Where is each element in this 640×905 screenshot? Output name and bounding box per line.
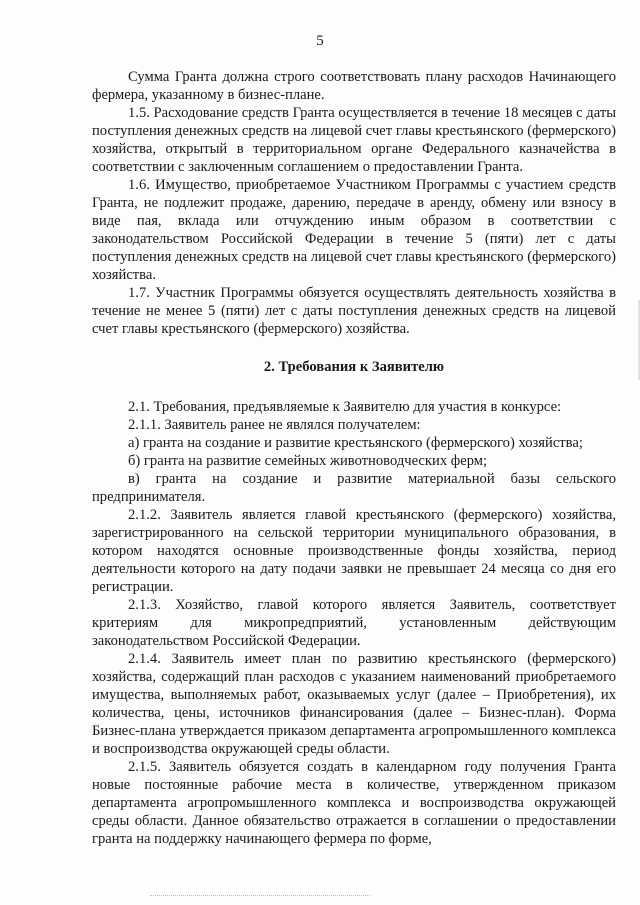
list-item-a: а) гранта на создание и развитие крестьянского (фермерского) хозяйства; xyxy=(128,435,583,451)
page-number: 5 xyxy=(316,33,324,49)
paragraph-2-1-2: 2.1.2. Заявитель является главой крестьянского (фермерского) хозяйства, зарегистрированного на сельской территории муниципального образования, в котором находятся основные производственные фонды хозяйства, период деятельности которого на дату подачи заявки не превышает 24 месяца со дня его регистрации. xyxy=(92,507,616,595)
footer-scan-artifact xyxy=(150,895,370,900)
paragraph-2-1-1: 2.1.1. Заявитель ранее не являлся получателем: xyxy=(128,417,421,433)
paragraph-1-7: 1.7. Участник Программы обязуется осуществлять деятельность хозяйства в течение не менее 5 (пяти) лет с даты поступления денежных средств на лицевой счет главы крестьянского (фермерского) хозяйства. xyxy=(92,285,616,337)
paragraph-2-1-5: 2.1.5. Заявитель обязуется создать в календарном году получения Гранта новые постоянные рабочие места в количестве, утвержденном приказом департамента агропромышленного комплекса и воспроизводства окружающей среды области. Данное обязательство отражается в соглашении о предоставлении гранта на поддержку начинающего фермера по форме, xyxy=(92,759,616,847)
list-item-c: в) гранта на создание и развитие материальной базы сельского предпринимателя. xyxy=(92,471,616,505)
paragraph-1-5: 1.5. Расходование средств Гранта осуществляется в течение 18 месяцев с даты поступления денежных средств на лицевой счет главы крестьянского (фермерского) хозяйства, открытый в территориальном органе Федерального казначейства в соответствии с заключенным соглашением о предоставлении Гранта. xyxy=(92,105,616,175)
paragraph-2-1-4: 2.1.4. Заявитель имеет план по развитию крестьянского (фермерского) хозяйства, содержащий план расходов с указанием наименований приобретаемого имущества, выполняемых работ, оказываемых услуг (далее – Приобретения), их количества, цены, источников финансирования (далее – Бизнес-план). Форма Бизнес-плана утверждается приказом департамента агропромышленного комплекса и воспроизводства окружающей среды области. xyxy=(92,651,616,757)
document-body xyxy=(92,68,616,848)
list-item-b: б) гранта на развитие семейных животноводческих ферм; xyxy=(128,453,488,469)
paragraph-2-1: 2.1. Требования, предъявляемые к Заявителю для участия в конкурсе: xyxy=(128,399,562,415)
paragraph-1-6: 1.6. Имущество, приобретаемое Участником Программы с участием средств Гранта, не подлежит продаже, дарению, передаче в аренду, обмену или взносу в виде пая, вклада или отчуждению иным образом в соответствии с законодательством Российской Федерации в течение 5 (пяти) лет с даты поступления денежных средств на лицевой счет главы крестьянского (фермерского) хозяйства. xyxy=(92,177,616,283)
paragraph-grant-amount: Сумма Гранта должна строго соответствовать плану расходов Начинающего фермера, указанному в бизнес-плане. xyxy=(92,69,616,103)
section-heading: 2. Требования к Заявителю xyxy=(263,359,445,375)
paragraph-2-1-3: 2.1.3. Хозяйство, главой которого является Заявитель, соответствует критериям для микропредприятий, установленным действующим законодательством Российской Федерации. xyxy=(92,597,616,649)
